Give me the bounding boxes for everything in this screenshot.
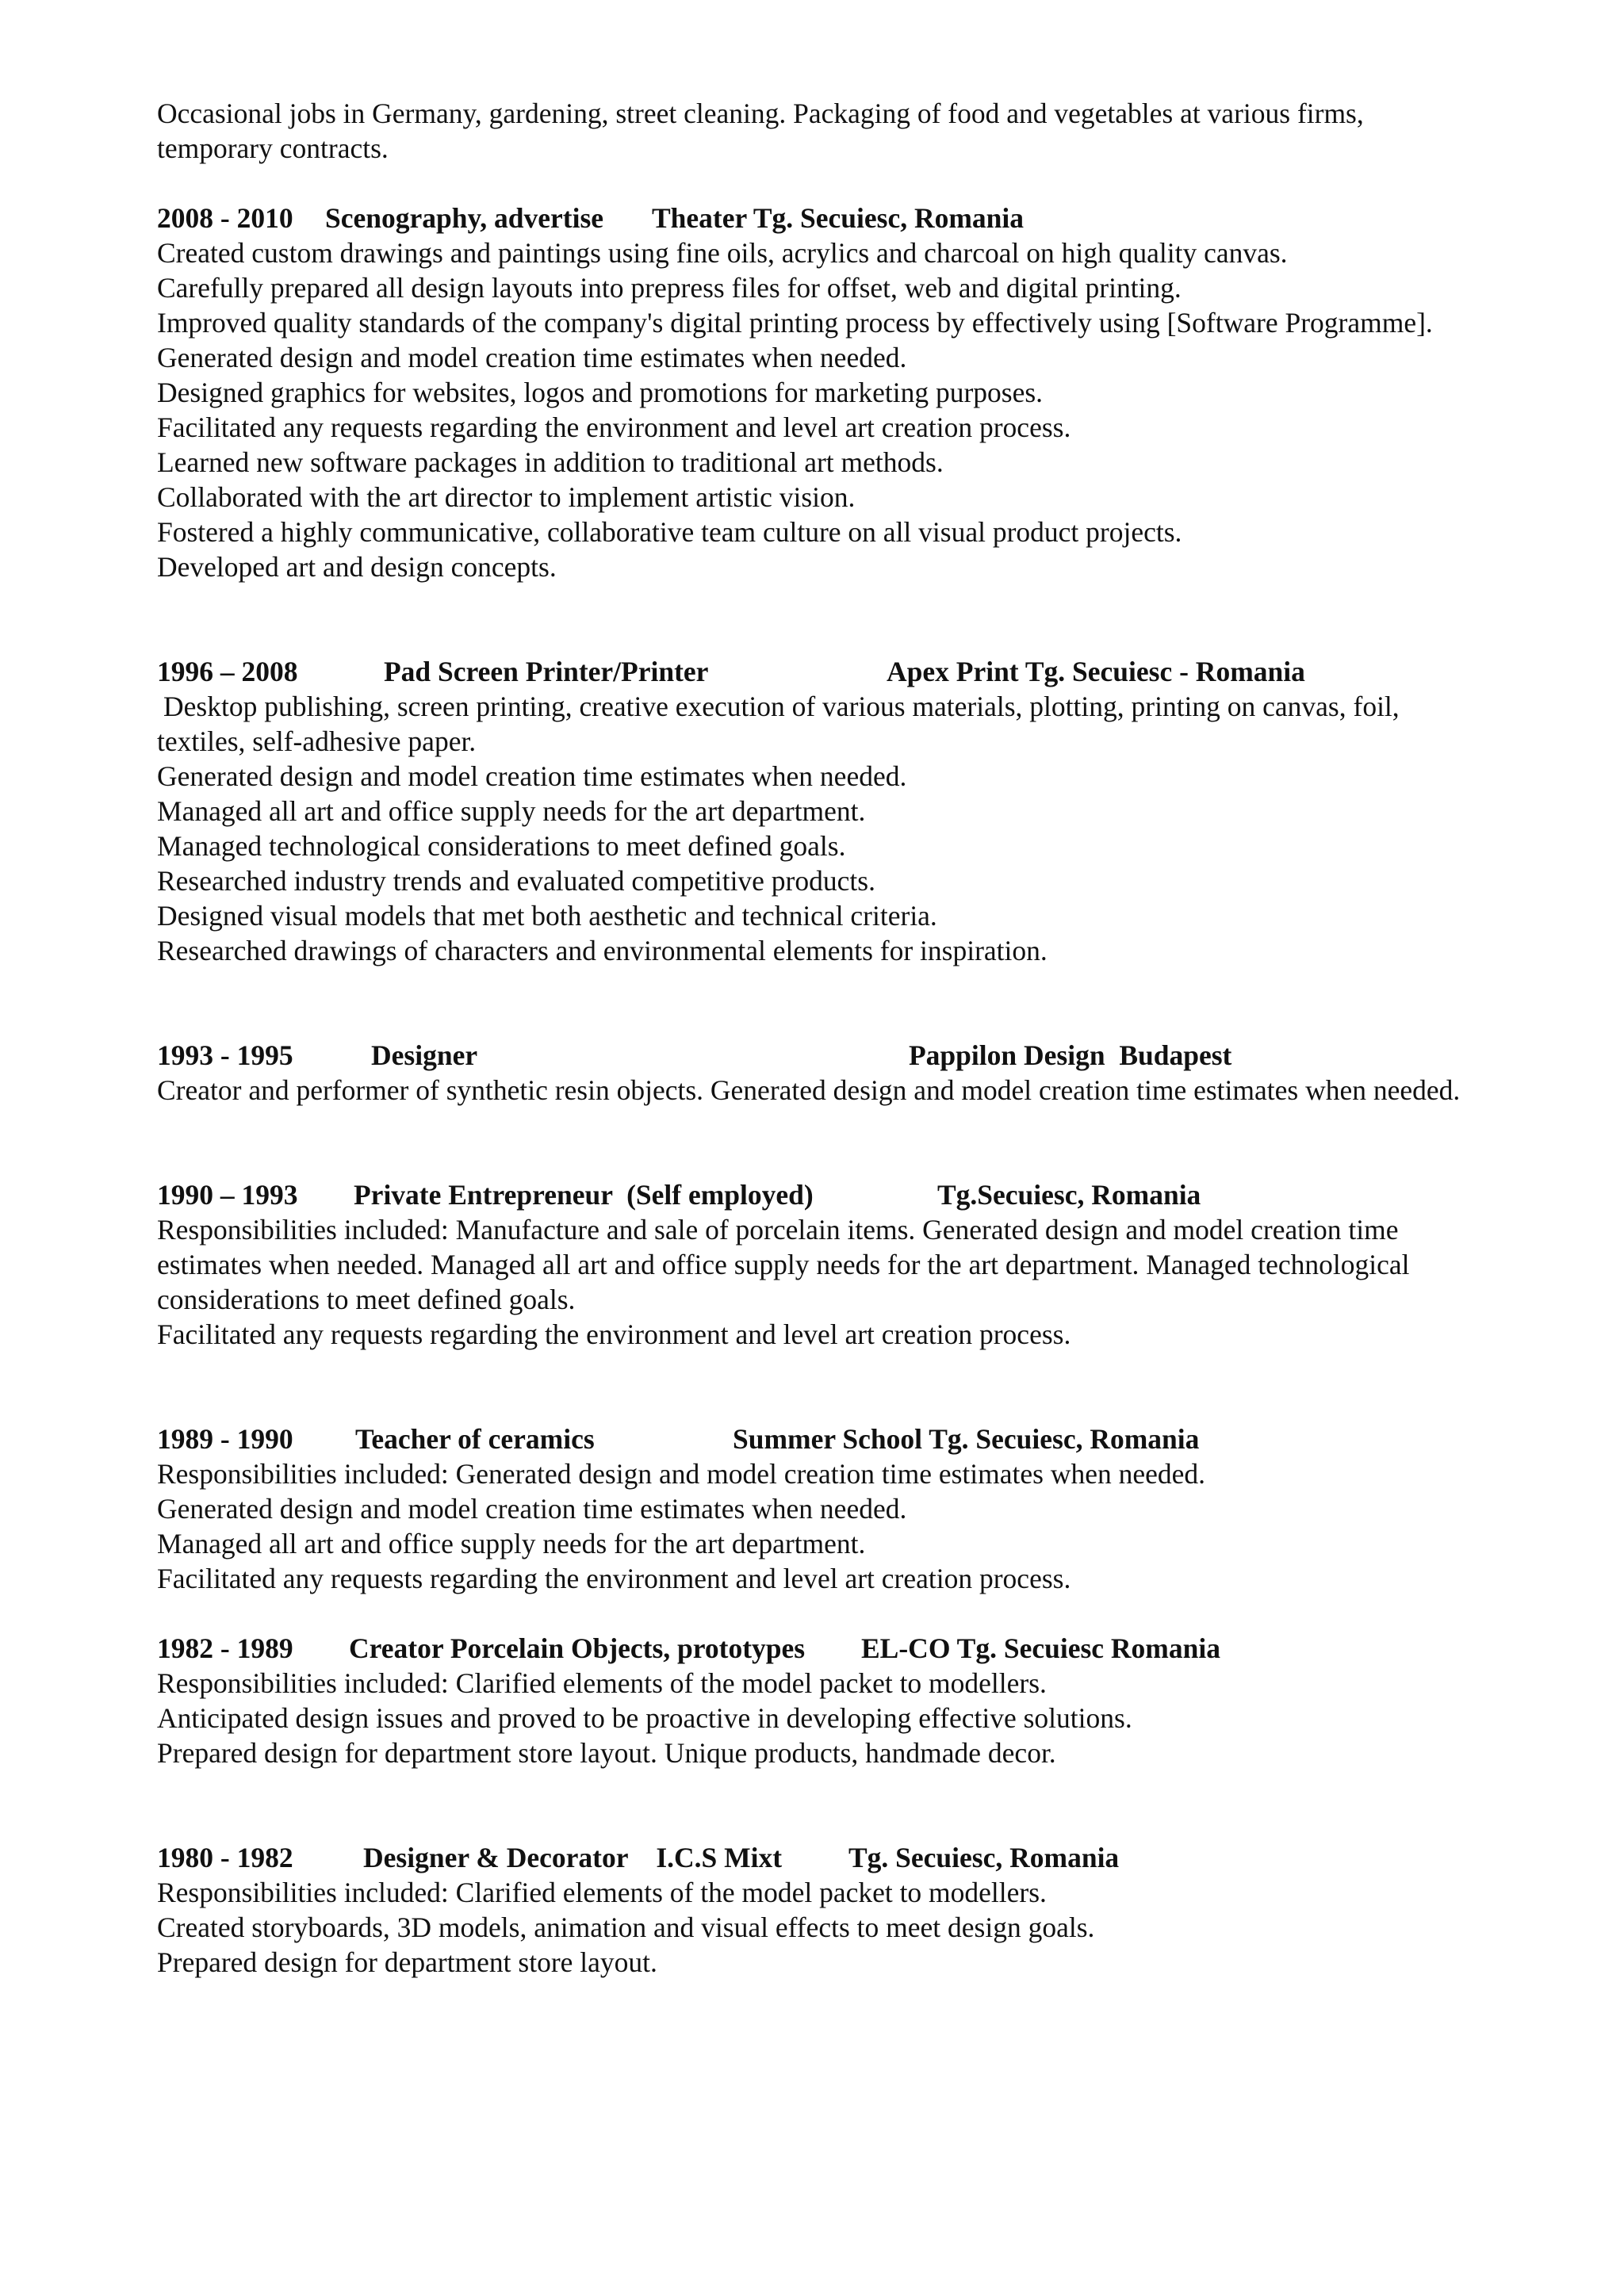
job-line: Generated design and model creation time estimates when needed. xyxy=(157,760,907,792)
job-employer: Pappilon Design Budapest xyxy=(909,1039,1232,1071)
job-line: Facilitated any requests regarding the environment and level art creation process. xyxy=(157,1318,1071,1350)
job-role: Scenography, advertise xyxy=(325,202,604,234)
job-line: Responsibilities included: Clarified elements of the model packet to modellers. xyxy=(157,1877,1047,1908)
job-line: Generated design and model creation time estimates when needed. xyxy=(157,1493,907,1525)
job-employer: Apex Print Tg. Secuiesc - Romania xyxy=(887,656,1305,687)
job-line: Managed technological considerations to meet defined goals. xyxy=(157,830,846,862)
job-entry-1993-1995 xyxy=(157,1038,1473,1108)
job-header xyxy=(157,201,1473,235)
job-line: Responsibilities included: Manufacture and sale of porcelain items. Generated design and model creation time estimates when needed. Managed all art and office supply needs for the art department. Managed technological considerations to meet defined goals. xyxy=(157,1214,1410,1315)
job-line: Carefully prepared all design layouts into prepress files for offset, web and digital printing. xyxy=(157,272,1182,304)
job-period: 1993 - 1995 xyxy=(157,1039,293,1071)
job-header xyxy=(157,1840,1473,1875)
job-line: Researched industry trends and evaluated competitive products. xyxy=(157,865,875,897)
job-line: Facilitated any requests regarding the environment and level art creation process. xyxy=(157,411,1071,443)
job-employer: EL-CO Tg. Secuiesc Romania xyxy=(861,1632,1220,1664)
job-line: Managed all art and office supply needs for the art department. xyxy=(157,795,866,827)
job-line: Desktop publishing, screen printing, creative execution of various materials, plotting, printing on canvas, foil, textiles, self-adhesive paper. xyxy=(157,691,1400,757)
job-line: Developed art and design concepts. xyxy=(157,551,557,583)
job-line: Managed all art and office supply needs for the art department. xyxy=(157,1528,866,1559)
job-line: Responsibilities included: Generated design and model creation time estimates when needed. xyxy=(157,1458,1205,1490)
job-line: Responsibilities included: Clarified elements of the model packet to modellers. xyxy=(157,1667,1047,1699)
intro-section xyxy=(157,96,1473,166)
job-period: 1982 - 1989 xyxy=(157,1632,293,1664)
job-entry-1996-2008 xyxy=(157,654,1473,968)
job-line: Prepared design for department store layout. Unique products, handmade decor. xyxy=(157,1737,1056,1769)
job-employer: Tg. Secuiesc, Romania xyxy=(848,1842,1120,1873)
job-line: Researched drawings of characters and environmental elements for inspiration. xyxy=(157,935,1048,966)
job-header xyxy=(157,1422,1473,1456)
job-entry-1980-1982 xyxy=(157,1840,1473,1980)
job-line: Improved quality standards of the company's digital printing process by effectively using [Software Programme]. xyxy=(157,307,1433,339)
job-line: Learned new software packages in addition to traditional art methods. xyxy=(157,446,944,478)
job-header xyxy=(157,1038,1473,1073)
cv-page xyxy=(157,96,1473,1980)
job-line: Designed visual models that met both aesthetic and technical criteria. xyxy=(157,900,937,932)
job-line: Creator and performer of synthetic resin objects. Generated design and model creation time estimates when needed. xyxy=(157,1074,1461,1106)
job-period: 2008 - 2010 xyxy=(157,202,293,234)
intro-paragraph: Occasional jobs in Germany, gardening, street cleaning. Packaging of food and vegetables at various firms, temporary contracts. xyxy=(157,98,1364,164)
job-line: Anticipated design issues and proved to be proactive in developing effective solutions. xyxy=(157,1702,1132,1734)
job-line: Fostered a highly communicative, collaborative team culture on all visual product projects. xyxy=(157,516,1182,548)
job-line: Facilitated any requests regarding the environment and level art creation process. xyxy=(157,1563,1071,1594)
job-entry-1990-1993 xyxy=(157,1177,1473,1352)
job-line: Created storyboards, 3D models, animation and visual effects to meet design goals. xyxy=(157,1911,1095,1943)
job-header xyxy=(157,1177,1473,1212)
job-period: 1989 - 1990 xyxy=(157,1423,293,1455)
job-period: 1980 - 1982 xyxy=(157,1842,293,1873)
job-role: Designer xyxy=(371,1039,478,1071)
job-employer: Summer School Tg. Secuiesc, Romania xyxy=(733,1423,1200,1455)
job-role: Private Entrepreneur (Self employed) xyxy=(354,1179,814,1211)
job-role: Designer & Decorator I.C.S Mixt xyxy=(363,1842,783,1873)
job-period: 1996 – 2008 xyxy=(157,656,298,687)
job-employer: Tg.Secuiesc, Romania xyxy=(937,1179,1201,1211)
job-role: Teacher of ceramics xyxy=(355,1423,595,1455)
job-entry-1989-1990 xyxy=(157,1422,1473,1596)
job-line: Designed graphics for websites, logos and promotions for marketing purposes. xyxy=(157,377,1044,408)
job-role: Pad Screen Printer/Printer xyxy=(384,656,709,687)
job-entry-1982-1989 xyxy=(157,1631,1473,1770)
job-line: Generated design and model creation time estimates when needed. xyxy=(157,342,907,373)
job-employer: Theater Tg. Secuiesc, Romania xyxy=(652,202,1025,234)
job-line: Prepared design for department store layout. xyxy=(157,1946,657,1978)
job-header xyxy=(157,1631,1473,1666)
job-header xyxy=(157,654,1473,689)
job-period: 1990 – 1993 xyxy=(157,1179,298,1211)
job-line: Collaborated with the art director to implement artistic vision. xyxy=(157,481,856,513)
job-role: Creator Porcelain Objects, prototypes xyxy=(349,1632,806,1664)
job-line: Created custom drawings and paintings using fine oils, acrylics and charcoal on high quality canvas. xyxy=(157,237,1288,269)
job-entry-2008-2010 xyxy=(157,201,1473,584)
